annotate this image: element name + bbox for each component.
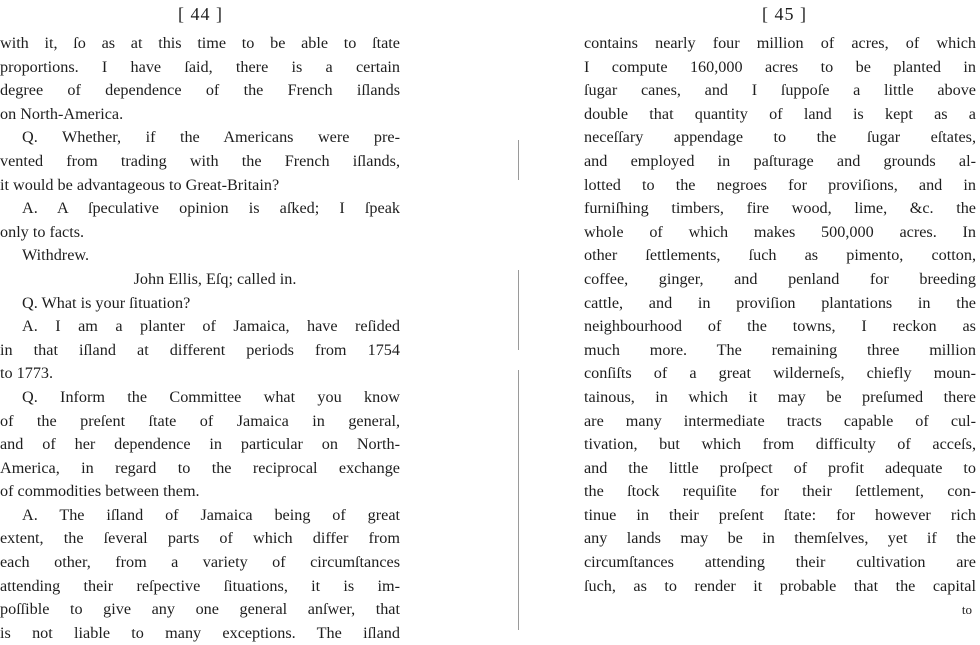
text-line: proportions. I have ſaid, there is a certain — [0, 57, 400, 76]
text-line: tivation, but which from difficulty of acceſs, — [584, 435, 976, 454]
text-line: Withdrew. — [22, 246, 90, 265]
catchword: to — [961, 602, 972, 618]
text-line: degree of dependence of the French iſlands — [0, 81, 400, 100]
text-line: and the little proſpect of profit adequate to — [584, 458, 976, 477]
page-number: [ 45 ] — [762, 4, 807, 24]
text-line: vented from trading with the French iſlands, — [0, 151, 400, 170]
text-line: neceſſary appendage to the ſugar eſtates, — [584, 128, 976, 147]
text-line: A. I am a planter of Jamaica, have reſided — [22, 317, 400, 336]
text-line: John Ellis, Eſq; called in. — [133, 269, 297, 288]
text-line: is not liable to many exceptions. The iſland — [0, 623, 400, 642]
text-line: A. A ſpeculative opinion is aſked; I ſpeak — [22, 199, 400, 218]
text-line: any lands may be in themſelves, yet if the — [584, 529, 976, 548]
text-line: circumſtances attending their cultivation are — [584, 553, 976, 572]
text-line: and employed in paſturage and grounds al- — [584, 151, 976, 170]
text-line: Q. Inform the Committee what you know — [22, 387, 400, 406]
text-line: to 1773. — [0, 364, 54, 383]
text-line: ſuch, as to render it probable that the capital — [584, 576, 976, 595]
text-line: tainous, in which it may be preſumed there — [584, 387, 976, 406]
text-line: are many intermediate tracts capable of cul- — [584, 411, 976, 430]
text-line: and of her dependence in particular on North- — [0, 435, 400, 454]
text-line: poſſible to give any one general anſwer, that — [0, 600, 400, 619]
text-line: America, in regard to the reciprocal exchange — [0, 458, 400, 477]
text-line: it would be advantageous to Great-Britain? — [0, 175, 280, 194]
text-line: A. The iſland of Jamaica being of great — [22, 505, 400, 524]
text-line: coffee, ginger, and penland for breeding — [584, 269, 976, 288]
text-line: Q. Whether, if the Americans were pre- — [22, 128, 400, 147]
text-line: I compute 160,000 acres to be planted in — [584, 57, 976, 76]
text-line: furniſhing timbers, fire wood, lime, &c. the — [584, 199, 976, 218]
text-line: on North-America. — [0, 104, 124, 123]
page-number: [ 44 ] — [178, 4, 223, 24]
text-line: Q. What is your ſituation? — [22, 293, 191, 312]
text-line: of the preſent ſtate of Jamaica in general, — [0, 411, 400, 430]
text-line: with it, ſo as at this time to be able to ſtate — [0, 34, 400, 52]
text-line: the ſtock requiſite for their ſettlement, con- — [584, 482, 976, 501]
text-line: of commodities between them. — [0, 482, 200, 501]
text-line: lotted to the negroes for proviſions, and in — [584, 175, 976, 194]
right-page-text — [584, 32, 976, 622]
text-line: attending their reſpective ſituations, it is im- — [0, 576, 400, 595]
text-line: each other, from a variety of circumſtances — [0, 553, 400, 572]
left-page-text — [0, 32, 400, 645]
text-line: tinue in their preſent ſtate: for however rich — [584, 505, 976, 524]
text-line: contains nearly four million of acres, of which — [584, 34, 976, 52]
text-line: conſiſts of a great wilderneſs, chiefly moun- — [584, 364, 976, 383]
text-line: cattle, and in proviſion plantations in the — [584, 293, 976, 312]
text-line: whole of which makes 500,000 acres. In — [584, 222, 976, 241]
text-line: much more. The remaining three million — [584, 340, 976, 359]
text-line: neighbourhood of the towns, I reckon as — [584, 317, 976, 336]
text-line: ſugar canes, and I ſuppoſe a little above — [584, 81, 976, 100]
text-line: extent, the ſeveral parts of which differ from — [0, 529, 400, 548]
text-line: in that iſland at different periods from 1754 — [0, 340, 400, 359]
text-line: only to facts. — [0, 222, 85, 241]
text-line: double that quantity of land is kept as a — [584, 104, 976, 123]
text-line: other ſettlements, ſuch as pimento, cotton, — [584, 246, 976, 265]
book-gutter — [510, 130, 528, 630]
